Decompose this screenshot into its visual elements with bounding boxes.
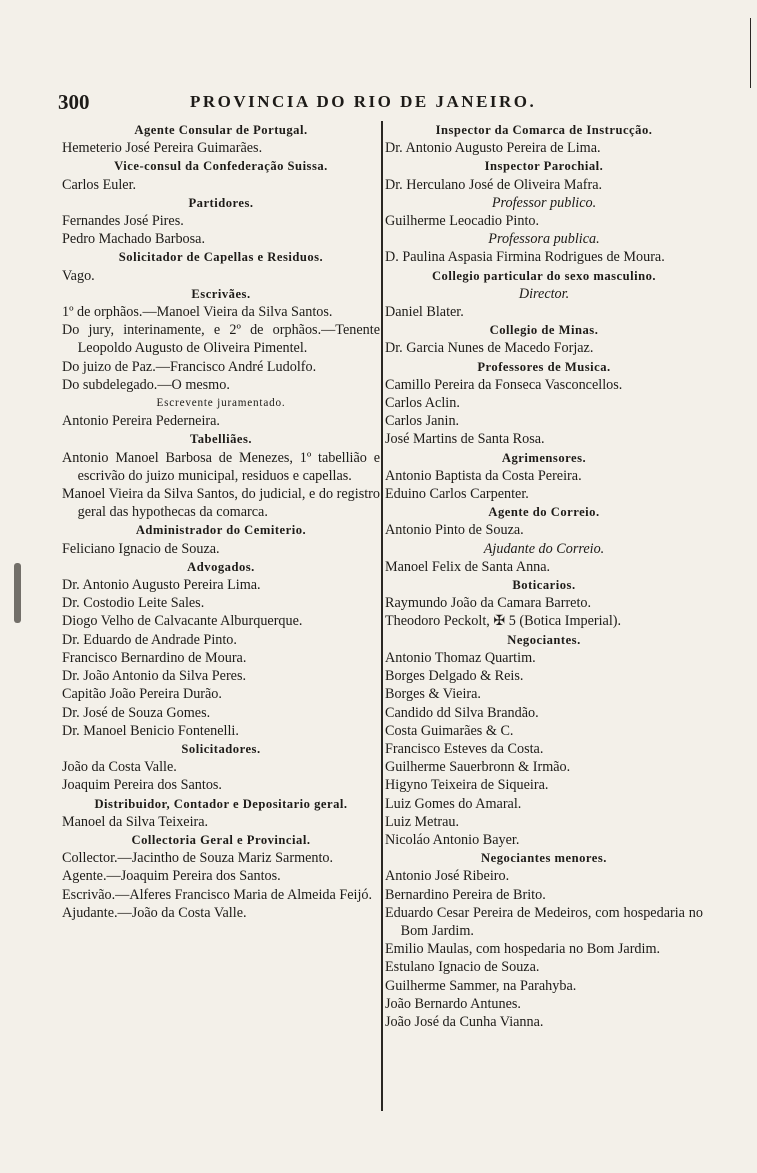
role-title: Professor publico. xyxy=(491,194,597,211)
section-heading: Administrador do Cemiterio. xyxy=(135,523,307,538)
directory-entry: Carlos Janin. xyxy=(385,413,460,430)
section-heading: Solicitadores. xyxy=(181,741,261,756)
directory-entry: Escrivão.—Alferes Francisco Maria de Almeida Feijó. xyxy=(62,886,373,903)
directory-entry: José Martins de Santa Rosa. xyxy=(385,431,545,448)
column-divider xyxy=(381,121,383,1111)
directory-entry: Emilio Maulas, com hospedaria no Bom Jardim. xyxy=(385,941,661,958)
directory-entry: Dr. Costodio Leite Sales. xyxy=(62,595,205,612)
section-heading: Vice-consul da Confederação Suissa. xyxy=(114,159,328,174)
section-heading: Agente Consular de Portugal. xyxy=(134,123,308,137)
directory-entry: Antonio José Ribeiro. xyxy=(385,868,510,885)
page-edge-line xyxy=(750,18,752,88)
directory-entry: Dr. José de Souza Gomes. xyxy=(62,704,211,721)
directory-entry: Raymundo João da Camara Barreto. xyxy=(385,595,592,612)
section-heading: Escrivães. xyxy=(191,286,251,301)
directory-entry: D. Paulina Aspasia Firmina Rodrigues de Moura. xyxy=(385,249,665,266)
section-heading: Inspector da Comarca de Instrucção. xyxy=(435,123,653,137)
directory-entry: Eduino Carlos Carpenter. xyxy=(385,486,529,503)
directory-entry: João Bernardo Antunes. xyxy=(385,995,521,1012)
directory-entry: Higyno Teixeira de Siqueira. xyxy=(385,777,549,794)
directory-entry: Candido dd Silva Brandão. xyxy=(385,704,539,721)
role-title: Professora publica. xyxy=(488,231,600,248)
directory-entry: Do subdelegado.—O mesmo. xyxy=(62,376,230,393)
directory-entry: Costa Guimarães & C. xyxy=(385,722,514,739)
directory-entry: Fernandes José Pires. xyxy=(62,213,184,230)
directory-entry: 1º de orphãos.—Manoel Vieira da Silva Santos. xyxy=(62,304,333,321)
directory-entry: Dr. Herculano José de Oliveira Mafra. xyxy=(385,176,603,193)
section-heading: Inspector Parochial. xyxy=(484,159,604,174)
directory-entry: Guilherme Sammer, na Parahyba. xyxy=(385,977,577,994)
directory-entry: Nicoláo Antonio Bayer. xyxy=(385,831,520,848)
directory-entry: Daniel Blater. xyxy=(385,304,464,321)
section-heading: Professores de Musica. xyxy=(477,359,611,374)
directory-entry: Diogo Velho de Calvacante Alburquerque. xyxy=(62,613,303,630)
section-heading: Agente do Correio. xyxy=(488,505,600,520)
directory-entry: Carlos Euler. xyxy=(62,176,137,193)
running-title: PROVINCIA DO RIO DE JANEIRO. xyxy=(190,92,537,111)
section-heading: Collectoria Geral e Provincial. xyxy=(131,832,311,847)
section-heading: Negociantes menores. xyxy=(481,851,607,866)
section-heading: Tabelliães. xyxy=(189,432,253,447)
directory-entry: Antonio Pereira Pederneira. xyxy=(62,413,220,430)
directory-entry: Agente.—Joaquim Pereira dos Santos. xyxy=(62,868,281,885)
directory-entry: Pedro Machado Barbosa. xyxy=(62,231,206,248)
directory-entry: Camillo Pereira da Fonseca Vasconcellos. xyxy=(385,376,623,393)
directory-entry: Dr. Antonio Augusto Pereira Lima. xyxy=(62,577,261,594)
section-heading: Solicitador de Capellas e Residuos. xyxy=(118,250,324,265)
section-heading: Collegio de Minas. xyxy=(489,323,599,338)
role-title: Ajudante do Correio. xyxy=(483,540,605,557)
directory-entry: Antonio Thomaz Quartim. xyxy=(385,649,536,666)
directory-entry: Theodoro Peckolt, ✠ 5 (Botica Imperial). xyxy=(385,613,622,630)
directory-entry: Antonio Manoel Barbosa de Menezes, 1º tabellião e escrivão do juizo municipal, residuos e capellas. xyxy=(62,449,380,484)
directory-entry: Luiz Metrau. xyxy=(385,813,460,830)
directory-entry: João da Costa Valle. xyxy=(62,759,177,776)
directory-entry: Do jury, interinamente, e 2º de orphãos.—Tenente Leopoldo Augusto de Oliveira Pimentel. xyxy=(62,322,380,357)
margin-smudge xyxy=(14,563,21,623)
directory-entry: Dr. Manoel Benicio Fontenelli. xyxy=(62,722,239,739)
directory-entry: Dr. João Antonio da Silva Peres. xyxy=(62,668,247,685)
directory-entry: Dr. Garcia Nunes de Macedo Forjaz. xyxy=(385,340,594,357)
directory-entry: Borges Delgado & Reis. xyxy=(385,668,524,685)
directory-entry: Bernardino Pereira de Brito. xyxy=(385,886,546,903)
section-heading: Advogados. xyxy=(187,559,255,574)
page-header xyxy=(58,90,698,116)
section-heading: Boticarios. xyxy=(512,578,576,593)
section-heading: Negociantes. xyxy=(507,632,581,647)
directory-entry: Ajudante.—João da Costa Valle. xyxy=(62,904,247,921)
directory-entry: Joaquim Pereira dos Santos. xyxy=(62,777,222,794)
directory-entry: Carlos Aclin. xyxy=(385,395,460,412)
directory-entry: Do juizo de Paz.—Francisco André Ludolfo. xyxy=(62,358,317,375)
section-heading: Partidores. xyxy=(188,195,254,210)
section-heading: Distribuidor, Contador e Depositario geral. xyxy=(94,796,348,811)
directory-entry: Hemeterio José Pereira Guimarães. xyxy=(62,140,263,157)
right-column xyxy=(385,121,703,1031)
directory-entry: Eduardo Cesar Pereira de Medeiros, com hospedaria no Bom Jardim. xyxy=(385,904,703,939)
directory-entry: Dr. Antonio Augusto Pereira de Lima. xyxy=(385,140,601,157)
directory-entry: Luiz Gomes do Amaral. xyxy=(385,795,522,812)
directory-entry: Dr. Eduardo de Andrade Pinto. xyxy=(62,631,237,648)
directory-entry: Antonio Pinto de Souza. xyxy=(385,522,524,539)
directory-entry: Guilherme Sauerbronn & Irmão. xyxy=(385,759,571,776)
directory-entry: Borges & Vieira. xyxy=(385,686,481,703)
directory-entry: Guilherme Leocadio Pinto. xyxy=(385,213,540,230)
section-heading: Collegio particular do sexo masculino. xyxy=(431,268,657,283)
directory-entry: Feliciano Ignacio de Souza. xyxy=(62,540,220,557)
directory-entry: Manoel Vieira da Silva Santos, do judicial, e do registro geral das hypothecas da comarca. xyxy=(62,486,380,521)
directory-entry: Francisco Esteves da Costa. xyxy=(385,740,544,757)
directory-entry: Antonio Baptista da Costa Pereira. xyxy=(385,467,582,484)
directory-entry: Manoel da Silva Teixeira. xyxy=(62,813,209,830)
section-heading: Agrimensores. xyxy=(501,450,587,465)
directory-entry: Estulano Ignacio de Souza. xyxy=(385,959,540,976)
left-column xyxy=(62,121,380,922)
directory-entry: Capitão João Pereira Durão. xyxy=(62,686,222,703)
section-subheading: Escrevente juramentado. xyxy=(156,397,286,410)
directory-entry: Collector.—Jacintho de Souza Mariz Sarmento. xyxy=(62,850,334,867)
role-title: Director. xyxy=(518,285,570,302)
directory-entry: Manoel Felix de Santa Anna. xyxy=(385,558,551,575)
page-number: 300 xyxy=(58,90,90,114)
directory-entry: João José da Cunha Vianna. xyxy=(385,1013,544,1030)
directory-entry: Francisco Bernardino de Moura. xyxy=(62,649,247,666)
directory-entry: Vago. xyxy=(62,267,95,284)
